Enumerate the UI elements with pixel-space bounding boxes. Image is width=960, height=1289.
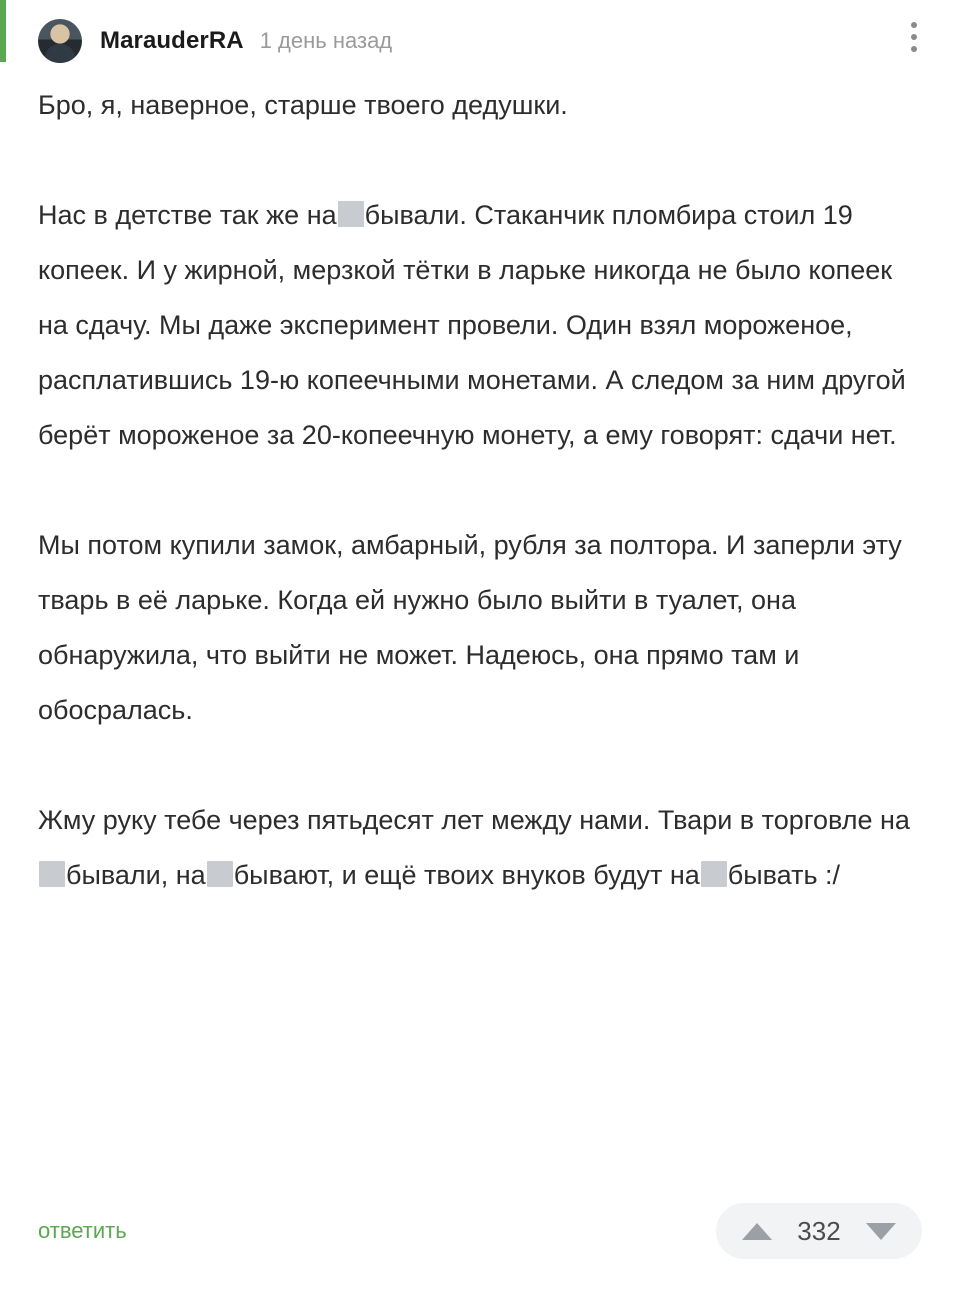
redaction-block (207, 861, 233, 887)
redaction-block (338, 201, 364, 227)
comment-timestamp: 1 день назад (259, 28, 393, 53)
rating-widget (716, 1203, 922, 1259)
comment-header (38, 0, 922, 74)
paragraph-spacer (38, 738, 922, 793)
comment-footer (38, 1203, 922, 1259)
paragraph-text: бывают, и ещё твоих внуков будут на (233, 860, 700, 890)
dot (911, 22, 917, 28)
comment-paragraph (38, 188, 922, 463)
redaction-block (39, 861, 65, 887)
comment-paragraph (38, 518, 922, 738)
downvote-icon[interactable] (866, 1223, 896, 1240)
comment-body (38, 74, 922, 903)
paragraph-text: Бро, я, наверное, старше твоего дедушки. (38, 90, 568, 120)
paragraph-spacer (38, 133, 922, 188)
paragraph-text: Жму руку тебе через пятьдесят лет между нами. Твари в торговле на (38, 805, 910, 835)
reply-button[interactable]: ответить (38, 1218, 127, 1243)
upvote-icon[interactable] (742, 1223, 772, 1240)
paragraph-text: бывали. Стаканчик пломбира стоил 19 копеек. И у жирной, мерзкой тётки в ларьке никогда не было копеек на сдачу. Мы даже эксперимент провели. Один взял мороженое, расплатившись 19-ю копеечными монетами. А следом за ним другой берёт мороженое за 20-копеечную монету, а ему говорят: сдачи нет. (38, 200, 914, 450)
rating-value: 332 (797, 1215, 841, 1246)
paragraph-spacer (38, 463, 922, 518)
comment-paragraph (38, 78, 922, 133)
paragraph-text: бывали, на (66, 860, 206, 890)
redaction-block (701, 861, 727, 887)
paragraph-text: Нас в детстве так же на (38, 200, 337, 230)
accent-bar (0, 0, 6, 62)
paragraph-text: Мы потом купили замок, амбарный, рубля за полтора. И заперли эту тварь в её ларьке. Когда ей нужно было выйти в туалет, она обнаружила, что выйти не может. Надеюсь, она прямо там и обосралась. (38, 530, 910, 725)
more-options-icon[interactable] (910, 22, 918, 52)
comment-author[interactable]: MarauderRA (100, 27, 244, 54)
dot (911, 46, 917, 52)
dot (911, 34, 917, 40)
paragraph-text: бывать :/ (727, 860, 841, 890)
comment-paragraph (38, 793, 922, 903)
avatar[interactable] (38, 19, 82, 63)
